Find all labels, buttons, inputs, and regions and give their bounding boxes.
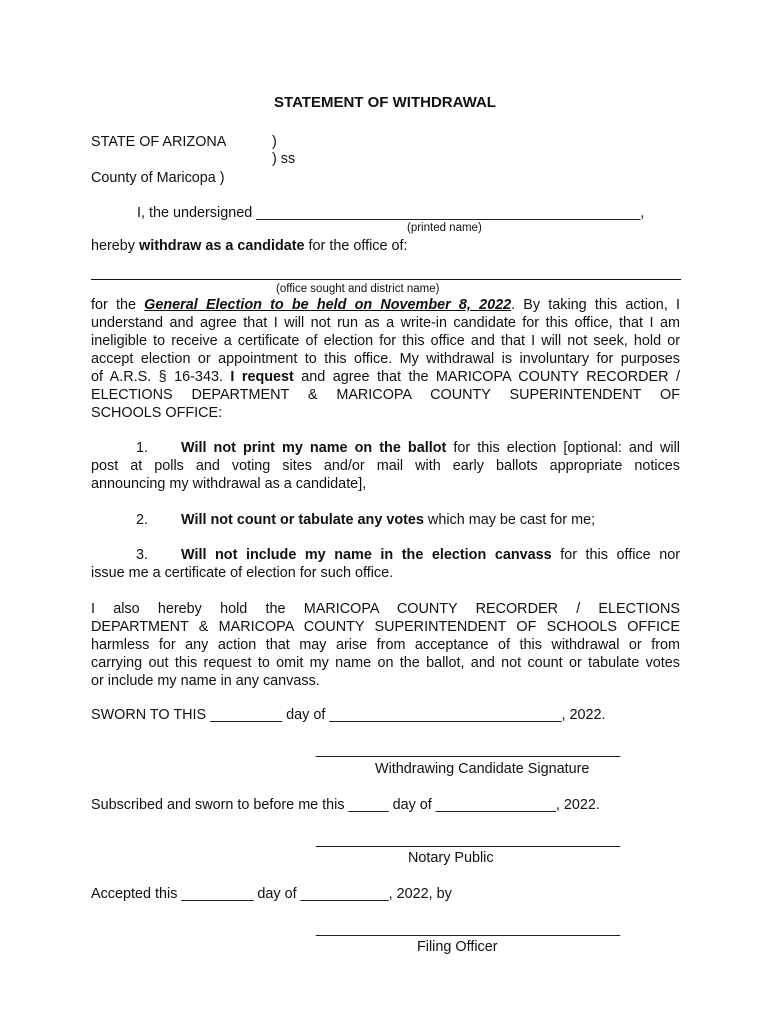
item1-line-3: announcing my withdrawal as a candidate], [91,476,367,492]
p1-line-5: of A.R.S. § 16-343. I request and agree that the MARICOPA COUNTY RECORDER / [91,369,680,385]
undersigned-line: I, the undersigned ________________________________________________, [137,205,645,221]
p2-line-3: harmless for any action that may arise from acceptance of this withdrawal or from [91,637,680,653]
item1-line-1: 1. Will not print my name on the ballot for this election [optional: and will [136,440,680,456]
p1-line-3: ineligible to receive a certificate of election for this office and that I will not seek, hold or [91,333,680,349]
sworn-line: SWORN TO THIS _________ day of _____________________________, 2022. [91,707,606,723]
signature-caption: Withdrawing Candidate Signature [375,761,590,777]
hereby-bold: withdraw as a candidate [139,238,305,254]
item3-line-1: 3. Will not include my name in the election canvass for this office nor [136,547,681,563]
p2-line-1: I also hereby hold the MARICOPA COUNTY RECORDER / ELECTIONS [91,601,680,617]
paragraph-request [91,296,680,422]
p1-line-7: SCHOOLS OFFICE: [91,405,223,421]
hereby-line [91,238,407,254]
filing-officer-line: ______________________________________ [316,921,621,937]
p2-line-2: DEPARTMENT & MARICOPA COUNTY SUPERINTENDENT OF SCHOOLS OFFICE [91,619,680,635]
filing-officer-caption: Filing Officer [417,939,498,955]
item2-bold: Will not count or tabulate any votes [181,512,424,528]
p1-line-2: understand and agree that I will not run as a write-in candidate for this office, that I am [91,315,680,331]
county-line: County of Maricopa ) [91,170,225,186]
hereby-prefix: hereby [91,238,139,254]
hereby-suffix: for the office of: [304,238,408,254]
signature-line: ______________________________________ [316,742,621,758]
p1-line-6: ELECTIONS DEPARTMENT & MARICOPA COUNTY SUPERINTENDENT OF [91,387,680,403]
notary-caption: Notary Public [408,850,494,866]
notary-line: ______________________________________ [316,832,621,848]
office-rule [91,279,681,280]
accepted-line: Accepted this _________ day of ___________, 2022, by [91,886,452,902]
printed-name-caption: (printed name) [407,222,482,234]
item-1 [91,439,680,493]
item-2 [91,512,595,528]
item1-line-2: post at polls and voting sites and/or mail with early ballots appropriate notices [91,458,680,474]
document-title: STATEMENT OF WITHDRAWAL [274,94,496,111]
item2-text: which may be cast for me; [423,512,596,528]
paren-mark: ) [272,134,277,150]
item2-num: 2. [136,512,149,528]
p1-line-1: for the General Election to be held on November 8, 2022. By taking this action, I [91,297,680,313]
office-caption: (office sought and district name) [276,283,440,295]
p2-line-4: carrying out this request to omit my name on the ballot, and not count or tabulate votes [91,655,680,671]
paragraph-harmless [91,600,680,690]
state-line: STATE OF ARIZONA [91,134,227,150]
item-3 [91,546,680,582]
p2-line-5: or include my name in any canvass. [91,673,320,689]
item3-line-2: issue me a certificate of election for such office. [91,565,394,581]
subscribed-line: Subscribed and sworn to before me this _____ day of _______________, 2022. [91,797,600,813]
p1-line-4: accept election or appointment to this office. My withdrawal is involuntary for purposes [91,351,680,367]
ss-mark: ) ss [272,151,296,167]
